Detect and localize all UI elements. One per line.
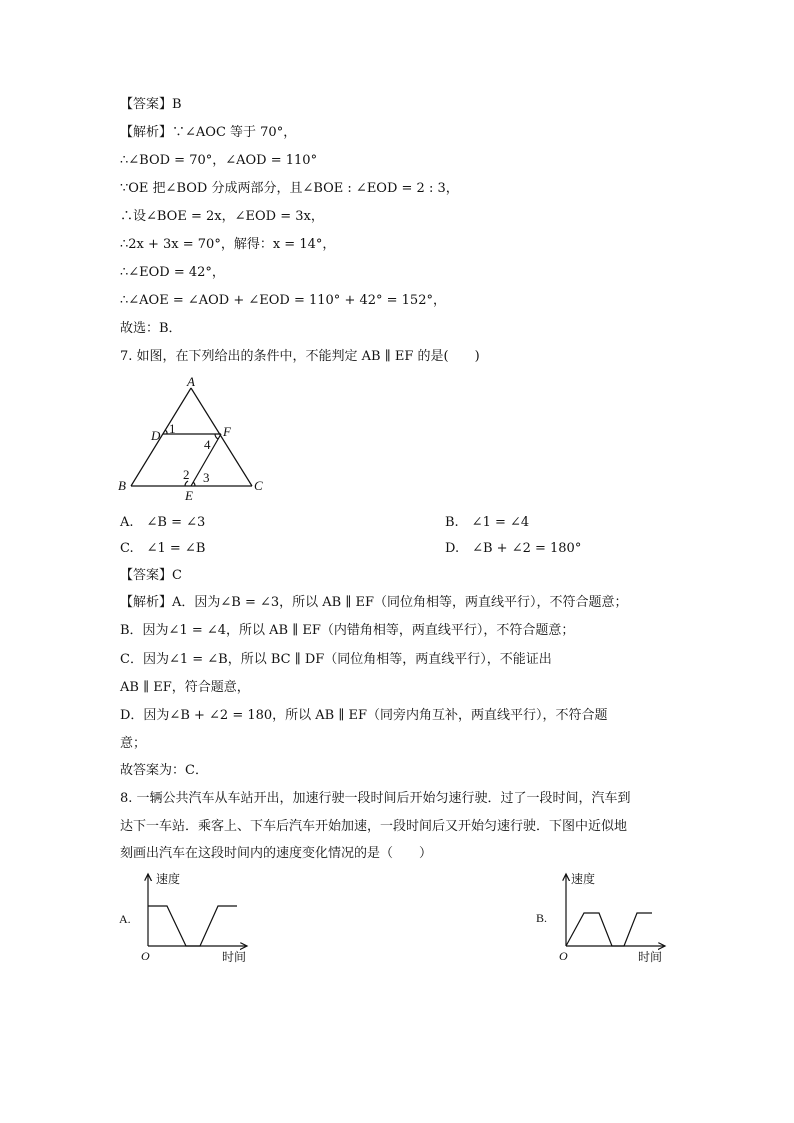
q6-analysis-line-5: ∴2x + 3x = 70°，解得：x = 14°，	[120, 237, 336, 252]
graph-a-speed-curve	[148, 906, 237, 946]
q6-analysis-label: 【解析】	[120, 125, 173, 140]
q7-stem: 7. 如图，在下列给出的条件中，不能判定 AB ∥ EF 的是( )	[120, 349, 480, 364]
angle-3-arc	[193, 482, 195, 486]
q7-answer-value: C	[172, 568, 182, 583]
label-f: F	[223, 424, 231, 439]
q7-answer-label: 【答案】	[120, 568, 173, 583]
graph-b-y-label: 速度	[571, 872, 596, 886]
q7-option-c: C. ∠1 = ∠B	[120, 541, 206, 556]
graph-b-option: B.	[536, 911, 548, 925]
segment-ab	[131, 388, 191, 486]
q8-stem-line-1: 8. 一辆公共汽车从车站开出，加速行驶一段时间后开始匀速行驶．过了一段时间，汽车到	[120, 791, 631, 806]
label-b: B	[118, 478, 126, 493]
q6-analysis-line-1	[120, 125, 296, 141]
q6-analysis-line-2: ∴∠BOD = 70°，∠AOD = 110°	[120, 153, 318, 168]
graph-a-option: A.	[119, 912, 131, 926]
q6-analysis-line-3: ∵OE 把∠BOD 分成两部分，且∠BOE : ∠EOD = 2 : 3，	[120, 181, 459, 196]
label-c: C	[254, 478, 263, 493]
q6-analysis-line-4: ∴设∠BOE = 2x，∠EOD = 3x，	[120, 209, 324, 224]
q6-analysis-text: ∵∠AOC 等于 70°，	[172, 125, 297, 140]
label-d: D	[151, 428, 161, 443]
label-angle-2: 2	[183, 467, 190, 482]
angle-4-arc	[215, 434, 218, 439]
graph-a-x-label: 时间	[222, 950, 247, 964]
q8-stem-line-3: 刻画出汽车在这段时间内的速度变化情况的是（ ）	[120, 846, 433, 861]
q8-graph-b	[533, 868, 673, 968]
q6-answer	[120, 97, 182, 113]
q7-option-d: D. ∠B + ∠2 = 180°	[445, 541, 582, 556]
label-angle-1: 1	[169, 421, 176, 436]
q8-graph-a	[115, 868, 255, 968]
q7-option-a: A. ∠B = ∠3	[120, 515, 206, 530]
graph-b-origin: O	[559, 949, 568, 963]
graph-a-origin: O	[141, 949, 150, 963]
q7-analysis-line-1: 【解析】A．因为∠B = ∠3，所以 AB ∥ EF（同位角相等，两直线平行），不符合题意；	[120, 595, 628, 610]
q7-analysis-line-5: D．因为∠B + ∠2 = 180，所以 AB ∥ EF（同旁内角互补，两直线平行），不符合题	[120, 708, 608, 723]
label-angle-3: 3	[203, 470, 210, 485]
q7-answer	[120, 568, 182, 584]
q7-analysis-line-4: AB ∥ EF，符合题意，	[120, 680, 250, 695]
q7-analysis-line-3: C．因为∠1 = ∠B，所以 BC ∥ DF（同位角相等，两直线平行），不能证出	[120, 652, 552, 667]
graph-b-x-label: 时间	[638, 950, 663, 964]
q7-conclusion: 故答案为：C．	[120, 763, 208, 778]
q6-analysis-line-6: ∴∠EOD = 42°，	[120, 265, 225, 280]
label-angle-4: 4	[204, 437, 211, 452]
graph-a-y-label: 速度	[156, 872, 181, 886]
q7-analysis-line-2: B．因为∠1 = ∠4，所以 AB ∥ EF（内错角相等，两直线平行），不符合题意；	[120, 623, 575, 638]
q6-answer-label: 【答案】	[120, 97, 173, 112]
label-a: A	[187, 374, 195, 389]
q7-analysis-line-6: 意；	[120, 736, 147, 751]
q7-option-b: B. ∠1 = ∠4	[445, 515, 530, 530]
q7-triangle-figure	[115, 372, 275, 502]
q6-conclusion: 故选：B．	[120, 321, 182, 336]
label-e: E	[185, 488, 193, 502]
q6-answer-value: B	[172, 97, 182, 112]
graph-b-speed-curve	[566, 913, 652, 946]
q6-analysis-line-7: ∴∠AOE = ∠AOD + ∠EOD = 110° + 42° = 152°，	[120, 293, 446, 308]
angle-1-arc	[165, 430, 167, 434]
q8-stem-line-2: 达下一车站．乘客上、下车后汽车开始加速，一段时间后又开始匀速行驶．下图中近似地	[120, 819, 628, 834]
